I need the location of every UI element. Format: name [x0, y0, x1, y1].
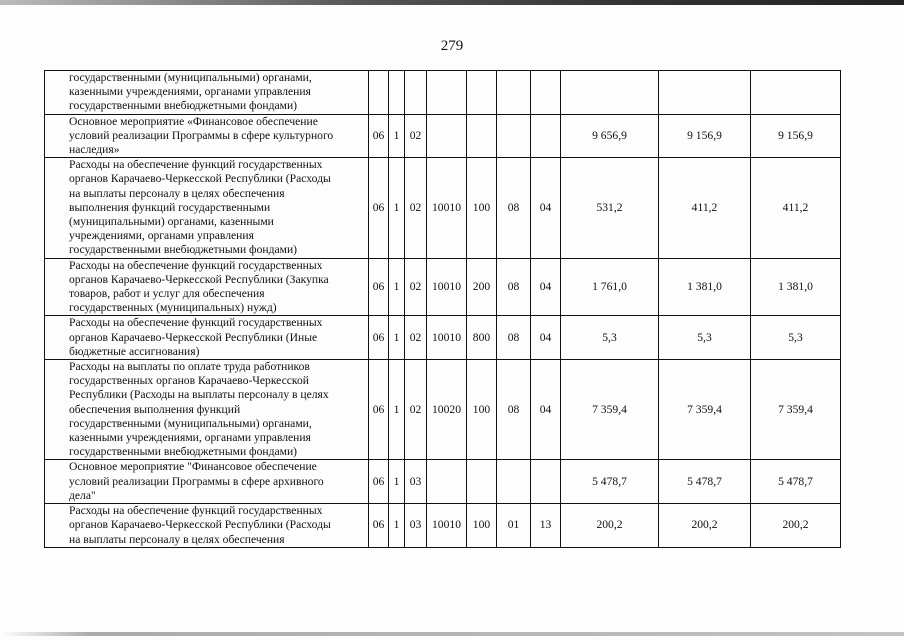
- code-expense-type: 100: [467, 158, 497, 258]
- amount-year-1: 200,2: [561, 504, 659, 548]
- code-direction: 10010: [427, 316, 467, 360]
- description-line: Расходы на обеспечение функций государственных: [69, 316, 323, 330]
- code-direction: 10020: [427, 360, 467, 460]
- amount-year-3: 1 381,0: [751, 258, 841, 316]
- description-line: государственных (муниципальных) нужд): [69, 301, 277, 315]
- row-description: [45, 71, 369, 115]
- description-line: Республики (Расходы на выплаты персоналу в целях: [69, 388, 329, 402]
- amount-year-3: 5,3: [751, 316, 841, 360]
- amount-year-2: 1 381,0: [659, 258, 751, 316]
- description-line: органов Карачаево-Черкесской Республики (Иные: [69, 330, 318, 344]
- code-subsection: [531, 460, 561, 504]
- scan-edge-bottom: [0, 632, 904, 636]
- amount-year-2: 9 156,9: [659, 114, 751, 158]
- description-line: государственными внебюджетными фондами): [69, 99, 298, 113]
- description-line: Расходы на обеспечение функций государственных: [69, 258, 323, 272]
- code-activity: 02: [405, 316, 427, 360]
- code-activity: 02: [405, 258, 427, 316]
- amount-year-3: [751, 71, 841, 115]
- code-expense-type: 100: [467, 504, 497, 548]
- budget-table: [44, 70, 841, 548]
- description-line: органов Карачаево-Черкесской Республики (Расходы: [69, 172, 331, 186]
- description-line: Расходы на обеспечение функций государственных: [69, 504, 323, 518]
- code-direction: 10010: [427, 504, 467, 548]
- row-description: [45, 504, 369, 548]
- code-program: 06: [369, 460, 389, 504]
- row-description: [45, 316, 369, 360]
- row-description: [45, 158, 369, 258]
- amount-year-3: 411,2: [751, 158, 841, 258]
- amount-year-1: 5 478,7: [561, 460, 659, 504]
- code-program: [369, 71, 389, 115]
- code-program: 06: [369, 258, 389, 316]
- code-subsection: 04: [531, 258, 561, 316]
- table-row: [45, 360, 841, 460]
- code-program: 06: [369, 504, 389, 548]
- amount-year-1: 9 656,9: [561, 114, 659, 158]
- code-subsection: 13: [531, 504, 561, 548]
- table-row: [45, 504, 841, 548]
- code-program: 06: [369, 316, 389, 360]
- description-line: Расходы на выплаты по оплате труда работников: [69, 360, 310, 374]
- code-section: 08: [497, 258, 531, 316]
- description-line: казенными учреждениями, органами управления: [69, 431, 311, 445]
- amount-year-1: [561, 71, 659, 115]
- code-direction: [427, 460, 467, 504]
- code-activity: [405, 71, 427, 115]
- amount-year-1: 5,3: [561, 316, 659, 360]
- description-line: товаров, работ и услуг для обеспечения: [69, 287, 265, 301]
- amount-year-1: 1 761,0: [561, 258, 659, 316]
- code-subprogram: 1: [389, 316, 405, 360]
- code-subprogram: 1: [389, 114, 405, 158]
- amount-year-2: [659, 71, 751, 115]
- code-subsection: 04: [531, 316, 561, 360]
- code-subprogram: [389, 71, 405, 115]
- code-section: [497, 71, 531, 115]
- code-subsection: 04: [531, 360, 561, 460]
- code-section: 08: [497, 316, 531, 360]
- code-section: [497, 114, 531, 158]
- code-program: 06: [369, 114, 389, 158]
- amount-year-1: 7 359,4: [561, 360, 659, 460]
- amount-year-3: 200,2: [751, 504, 841, 548]
- code-expense-type: 100: [467, 360, 497, 460]
- code-activity: 03: [405, 504, 427, 548]
- code-activity: 03: [405, 460, 427, 504]
- description-line: Основное мероприятие "Финансовое обеспечение: [69, 460, 317, 474]
- code-direction: 10010: [427, 158, 467, 258]
- table-row: [45, 316, 841, 360]
- code-subprogram: 1: [389, 158, 405, 258]
- description-line: дела": [69, 488, 96, 502]
- description-line: выполнения функций государственными: [69, 200, 271, 214]
- description-line: Расходы на обеспечение функций государственных: [69, 158, 323, 172]
- table-row: [45, 158, 841, 258]
- amount-year-2: 7 359,4: [659, 360, 751, 460]
- row-description: [45, 360, 369, 460]
- description-line: органов Карачаево-Черкесской Республики (Расходы: [69, 518, 331, 532]
- code-program: 06: [369, 360, 389, 460]
- amount-year-3: 9 156,9: [751, 114, 841, 158]
- table-row: [45, 114, 841, 158]
- amount-year-3: 5 478,7: [751, 460, 841, 504]
- code-expense-type: [467, 460, 497, 504]
- code-subprogram: 1: [389, 258, 405, 316]
- code-section: 01: [497, 504, 531, 548]
- row-description: [45, 114, 369, 158]
- description-line: бюджетные ассигнования): [69, 344, 200, 358]
- description-line: органов Карачаево-Черкесской Республики (Закупка: [69, 272, 329, 286]
- code-direction: [427, 114, 467, 158]
- code-subsection: [531, 71, 561, 115]
- page-number: 279: [440, 38, 464, 54]
- code-direction: 10010: [427, 258, 467, 316]
- code-subsection: 04: [531, 158, 561, 258]
- code-section: 08: [497, 360, 531, 460]
- code-program: 06: [369, 158, 389, 258]
- amount-year-2: 5 478,7: [659, 460, 751, 504]
- description-line: на выплаты персоналу в целях обеспечения: [69, 186, 285, 200]
- amount-year-3: 7 359,4: [751, 360, 841, 460]
- table-row: [45, 460, 841, 504]
- table-row: [45, 258, 841, 316]
- code-activity: 02: [405, 114, 427, 158]
- code-subprogram: 1: [389, 360, 405, 460]
- description-line: условий реализации Программы в сфере культурного: [69, 128, 334, 142]
- code-section: 08: [497, 158, 531, 258]
- description-line: казенными учреждениями, органами управления: [69, 85, 311, 99]
- code-section: [497, 460, 531, 504]
- row-description: [45, 460, 369, 504]
- amount-year-2: 411,2: [659, 158, 751, 258]
- description-line: (муниципальными) органами, казенными: [69, 215, 274, 229]
- description-line: на выплаты персоналу в целях обеспечения: [69, 532, 285, 546]
- code-expense-type: 800: [467, 316, 497, 360]
- code-direction: [427, 71, 467, 115]
- amount-year-2: 200,2: [659, 504, 751, 548]
- description-line: государственными (муниципальными) органами,: [69, 71, 312, 84]
- description-line: обеспечения выполнения функций: [69, 402, 241, 416]
- code-subsection: [531, 114, 561, 158]
- code-expense-type: [467, 71, 497, 115]
- row-description: [45, 258, 369, 316]
- amount-year-2: 5,3: [659, 316, 751, 360]
- code-expense-type: [467, 114, 497, 158]
- description-line: Основное мероприятие «Финансовое обеспечение: [69, 114, 318, 128]
- description-line: государственными внебюджетными фондами): [69, 445, 298, 459]
- code-subprogram: 1: [389, 460, 405, 504]
- amount-year-1: 531,2: [561, 158, 659, 258]
- code-activity: 02: [405, 158, 427, 258]
- scan-edge-top: [0, 0, 904, 5]
- code-subprogram: 1: [389, 504, 405, 548]
- description-line: государственными (муниципальными) органами,: [69, 416, 312, 430]
- description-line: государственных органов Карачаево-Черкесской: [69, 374, 309, 388]
- table-row: [45, 71, 841, 115]
- description-line: условий реализации Программы в сфере архивного: [69, 474, 324, 488]
- description-line: наследия»: [69, 143, 120, 157]
- description-line: государственными внебюджетными фондами): [69, 243, 298, 257]
- description-line: учреждениями, органами управления: [69, 229, 254, 243]
- code-expense-type: 200: [467, 258, 497, 316]
- code-activity: 02: [405, 360, 427, 460]
